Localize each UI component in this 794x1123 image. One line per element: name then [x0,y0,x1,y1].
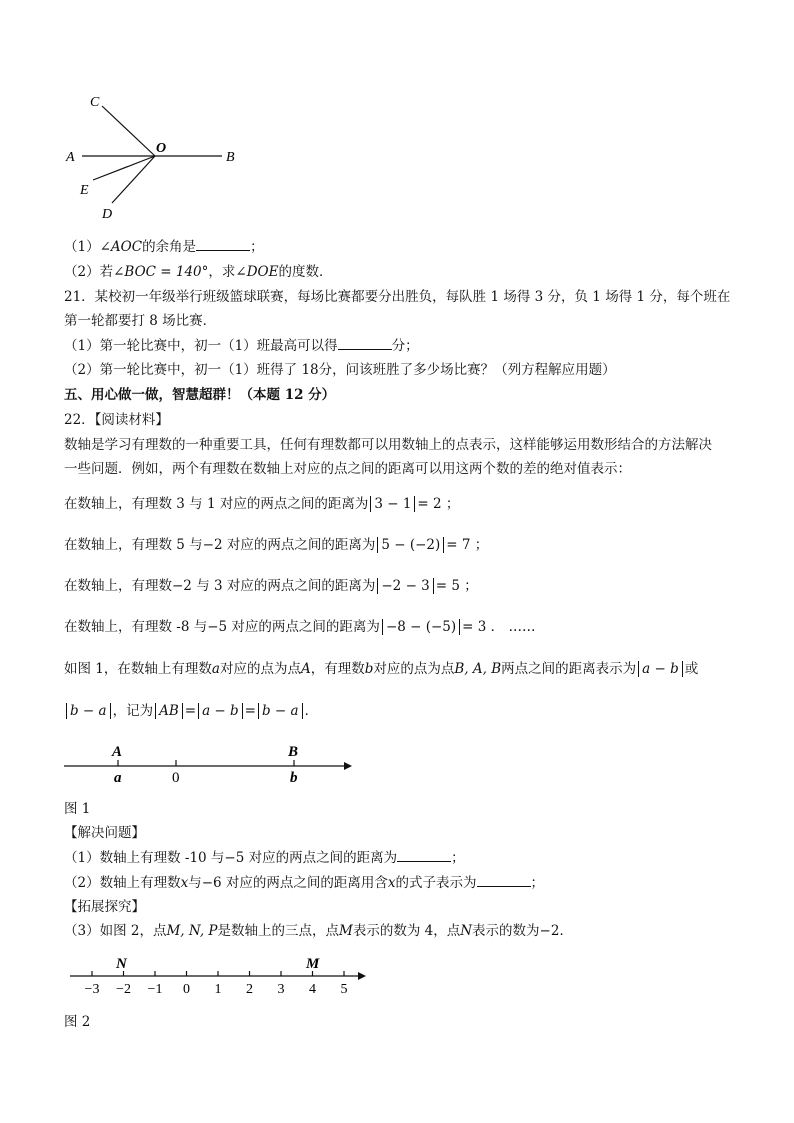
tick-label: 5 [340,982,348,997]
tick-group [85,971,348,997]
point-label-a-upper: A [112,744,123,760]
label-b: B [226,150,235,165]
tick-label: 1 [214,982,222,997]
q22-label: 22．【阅读材料】 [64,412,169,428]
q22-example-3: 在数轴上，有理数−2 与 3 对应的两点之间的距离为 −2 − 3 = 5 ； [64,578,478,594]
point-label-b-upper: B [288,744,299,760]
solve-label: 【解决问题】 [64,825,145,841]
tick-label: −2 [116,982,131,997]
section-heading: 五、用心做一做，智慧超群！（本题 12 分） [64,387,336,403]
q22-part2: （2）数轴上有理数x与−6 对应的两点之间的距离用含x的式子表示为 ； [64,872,544,893]
value-label-zero: 0 [172,770,180,786]
tick-label: 4 [309,982,316,997]
value-label-a: a [114,770,122,786]
q21-part1: （1）第一轮比赛中，初一（1）班最高可以得 分； [64,335,419,356]
axis-arrow [344,762,352,770]
value-label-b: b [290,770,298,786]
answer-blank[interactable] [397,847,451,862]
label-c: C [90,95,100,110]
q22-example-2: 在数轴上，有理数 5 与−2 对应的两点之间的距离为 5 − (−2) = 7 ； [64,537,489,553]
label-o: O [156,141,167,156]
q22-example-1: 在数轴上，有理数 3 与 1 对应的两点之间的距离为 3 − 1 = 2 ； [64,496,460,512]
label-a: A [66,150,75,165]
tick-label: −1 [147,982,163,997]
q22-intro-line1: 数轴是学习有理数的一种重要工具，任何有理数都可以用数轴上的点表示，这样能够运用数形结合的方法解决 [64,437,712,453]
answer-blank[interactable] [477,872,531,887]
number-line-figure-2 [66,950,371,1000]
axis-arrow [358,972,366,980]
q22-example-4: 在数轴上，有理数 -8 与−5 对应的两点之间的距离为 −8 − (−5) = 3 ． …… [64,619,536,635]
figure-2-caption: 图 2 [64,1014,91,1030]
q22-part1: （1）数轴上有理数 -10 与−5 对应的两点之间的距离为 ； [64,847,465,868]
q22-definition-line1: 如图 1，在数轴上有理数a对应的点为点A，有理数b对应的点为点B, A, B两点之间的距离表示为 a − b 或 [64,661,699,677]
q21-stem-line2: 第一轮都要打 8 场比赛． [64,313,217,329]
ray-oe [93,156,155,180]
extend-label: 【拓展探究】 [64,899,145,915]
q22-definition-line2: b − a ，记为 AB = a − b = b − a ． [64,701,318,721]
ray-oc [102,106,155,156]
number-line-figure-1 [60,738,360,790]
point-label-n: N [116,956,127,972]
point-label-m: M [306,956,320,972]
tick-label: −3 [84,982,100,997]
answer-blank[interactable] [338,335,392,350]
label-e: E [80,183,89,198]
q21-stem-line1: 21．某校初一年级举行班级篮球联赛，每场比赛都要分出胜负，每队胜 1 场得 3 分，负 1 场得 1 分，每个班在 [64,289,731,305]
label-d: D [102,207,113,222]
q22-intro-line2: 一些问题．例如，两个有理数在数轴上对应的点之间的距离可以用这两个数的差的绝对值表示： [64,461,631,477]
q20-part1: （1）∠AOC的余角是 ； [64,236,264,257]
ray-od [112,156,155,203]
q20-part2: （2）若∠BOC = 140°，求∠DOE的度数． [64,264,333,280]
q22-part3: （3）如图 2，点M, N, P是数轴上的三点，点M表示的数为 4，点N表示的数为−2． [64,923,573,939]
figure-1-caption: 图 1 [64,801,91,817]
tick-label: 0 [183,982,190,997]
answer-blank[interactable] [196,236,250,251]
q21-part2: （2）第一轮比赛中，初一（1）班得了 18分，问该班胜了多少场比赛？（列方程解应用题） [64,362,616,378]
tick-label: 2 [246,982,253,997]
tick-label: 3 [277,982,285,997]
angle-figure [60,88,245,228]
